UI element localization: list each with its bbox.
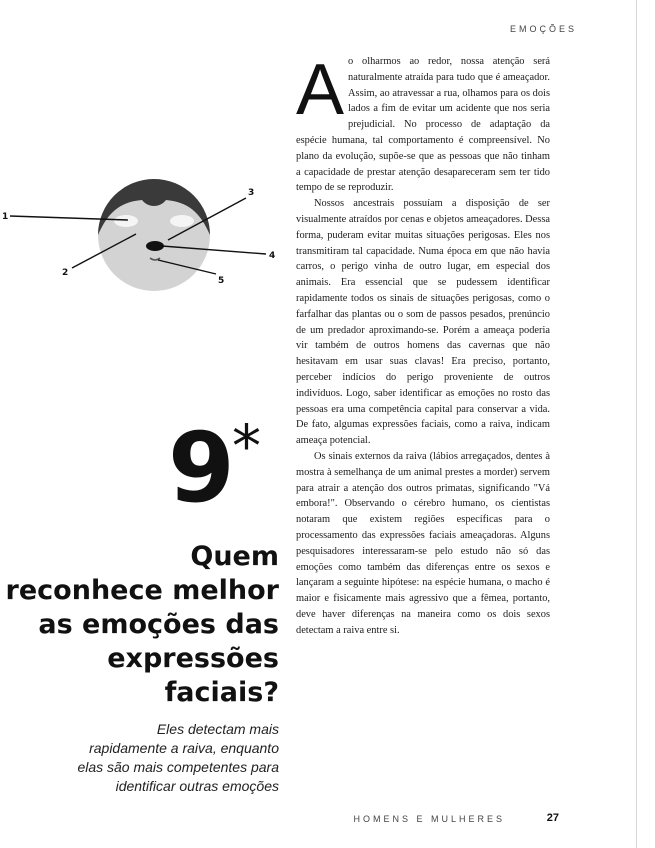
chapter-title (0, 540, 279, 710)
subtitle-line: elas são mais competentes para (77, 759, 279, 775)
callout-1: 1 (2, 212, 9, 222)
subtitle-line: rapidamente a raiva, enquanto (89, 740, 279, 756)
subtitle-line: identificar outras emoções (115, 778, 279, 794)
subtitle-line: Eles detectam mais (156, 721, 279, 737)
mouth-shape (146, 241, 164, 251)
chapter-number: 9 (168, 412, 233, 524)
footer-book-title: HOMENS E MULHERES (353, 814, 505, 824)
callout-4: 4 (269, 251, 276, 261)
face-illustration (0, 150, 300, 320)
article-body (296, 50, 550, 638)
callout-3: 3 (248, 188, 255, 198)
callout-2: 2 (62, 268, 69, 278)
article-paragraph-1 (296, 50, 550, 196)
article-paragraph-2: Nossos ancestrais possuíam a disposição de ser visualmente atraídos por cenas e objetos ameaçadores. Dessa forma, puderam evitar muitas situações perigosas. Eles nos transmitiram tal capacidade. Numa época em que não havia carros, o perigo vinha de outro lugar, em especial dos animais. Era essencial que se pudessem identificar rapidamente todos os sinais de situações perigosas, como o farfalhar das plantas ou o som de passos pesados, prenúncio de um predador aproximando-se. Porém a ameaça poderia vir também de outros homens das cavernas que não hesitavam em usar suas clavas! Era preciso, portanto, perceber indícios do perigo proveniente de outros indivíduos. Logo, saber identificar as emoções no rosto das pessoas era uma competência capital para conservar a vida. De fato, algumas expressões faciais, como a raiva, indicam ameaça potencial. (296, 198, 550, 447)
chapter-star-icon: * (232, 412, 261, 480)
article-paragraph-3: Os sinais externos da raiva (lábios arregaçados, dentes à mostra à semelhança de um animal prestes a morder) servem para atrair a atenção dos outros primatas, significando "Vá embora!". Observando o cérebro humano, os cientistas notaram que existem regiões específicas para o processamento das expressões faciais ameaçadoras. Alguns pesquisadores interessaram-se pelo estudo não só das emoções como também das diferenças entre os sexos e lançaram a seguinte hipótese: na espécie humana, o macho é maior e fisicamente mais agressivo que a fêmea, portanto, deve haver diferenças na maneira como os dois sexos detectam a raiva entre si. (296, 450, 550, 636)
chapter-title-line: as emoções das (38, 609, 279, 640)
chapter-title-line: faciais? (164, 677, 279, 708)
chapter-title-line: expressões (107, 643, 279, 674)
callout-5: 5 (218, 276, 225, 286)
page-number: 27 (546, 812, 559, 824)
paragraph-1-text: o olharmos ao redor, nossa atenção será naturalmente atraída para tudo que é ameaçador. Assim, ao atravessar a rua, olhamos para os dois lados a fim de evitar um acidente que nos seria prejudicial. No processo de adaptação da espécie humana, tal comportamento é compreensível. No plano da evolução, supõe-se que as pessoas que não tinham a capacidade de prestar atenção desapareceram sem ter tido tempo de se reproduzir. (296, 56, 550, 194)
chapter-subtitle (0, 720, 279, 796)
drop-cap: A (296, 50, 345, 130)
right-eye (170, 215, 194, 227)
page-edge (636, 0, 637, 848)
left-eye (114, 215, 138, 227)
chapter-title-line: reconhece melhor (5, 575, 279, 606)
running-head: EMOÇÕES (509, 24, 577, 34)
chapter-title-line: Quem (190, 541, 279, 572)
